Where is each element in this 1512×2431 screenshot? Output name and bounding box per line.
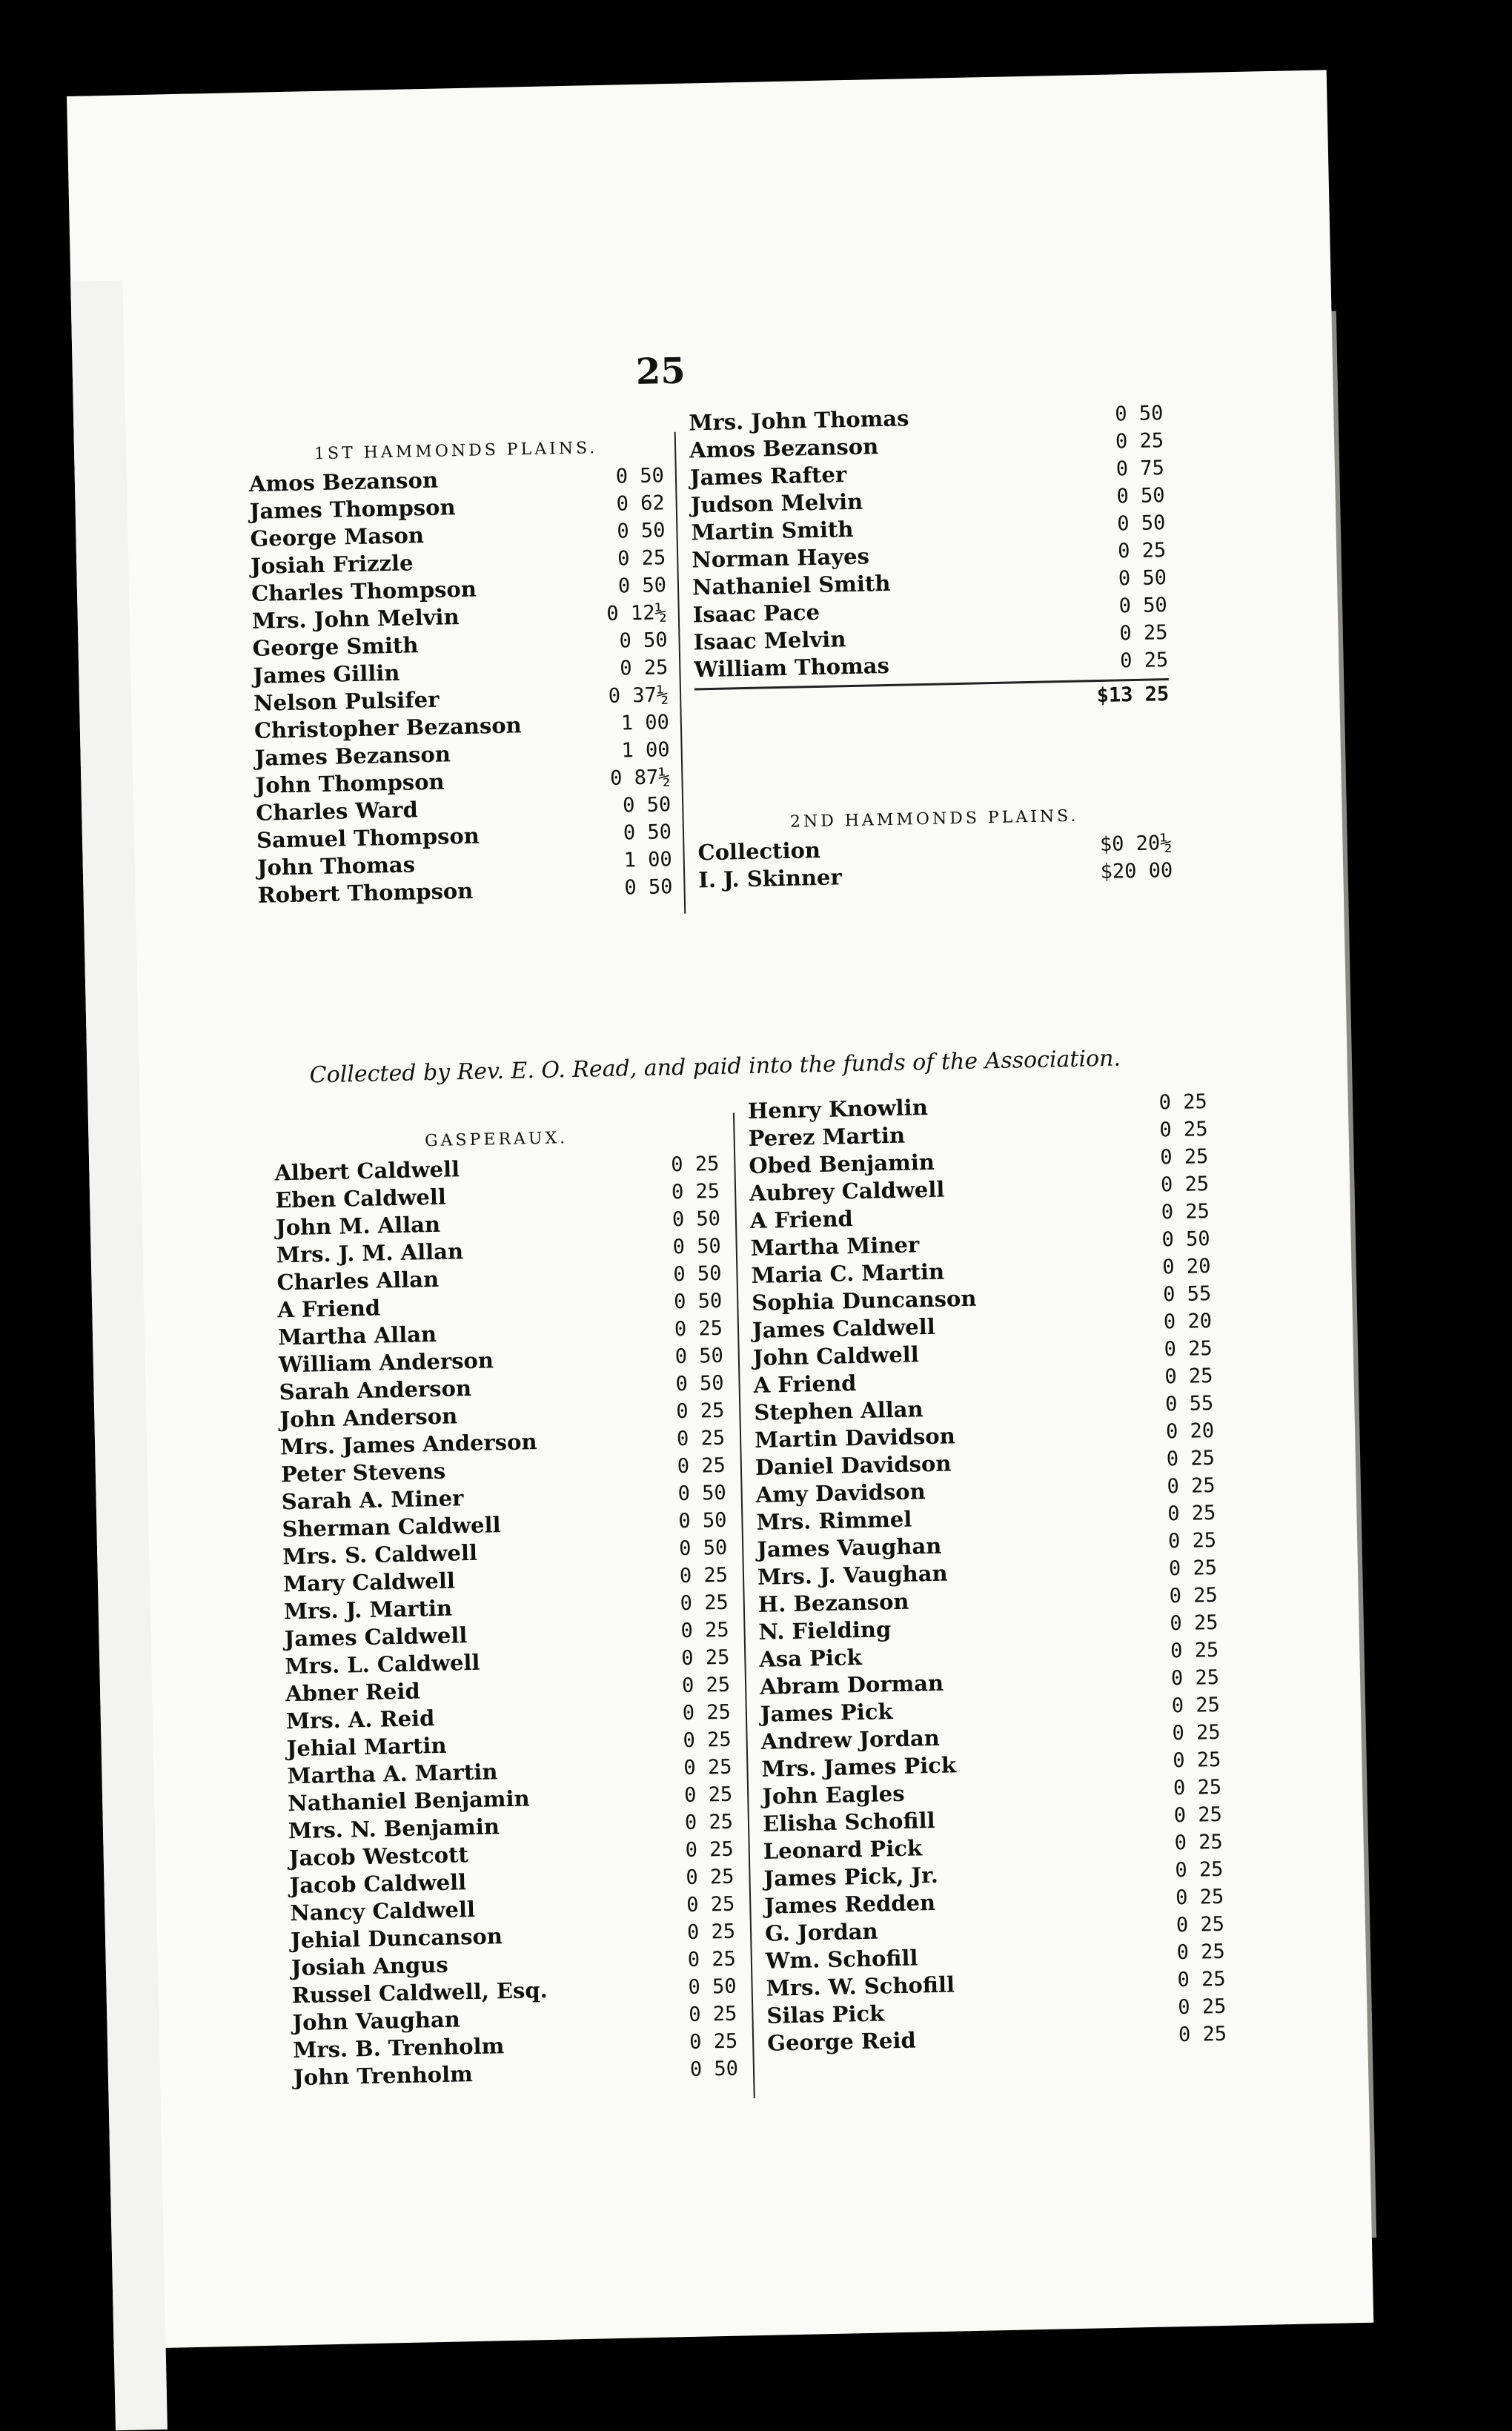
donation-amount: 0 25 — [680, 1618, 729, 1643]
donor-name: Sophia Duncanson — [751, 1285, 977, 1316]
donation-amount: 0 50 — [1118, 594, 1168, 618]
donation-amount: 0 25 — [676, 1426, 726, 1451]
donor-name: A Friend — [753, 1370, 857, 1398]
donation-amount: 0 25 — [684, 1810, 734, 1835]
donor-name: Nathaniel Smith — [692, 570, 891, 600]
donation-amount: 0 50 — [674, 1344, 724, 1369]
donor-name: Norman Hayes — [691, 543, 870, 573]
hammonds-plains-2-section — [697, 770, 1173, 894]
donation-amount: 0 25 — [671, 1152, 720, 1177]
donor-name: Martha Allan — [277, 1321, 437, 1350]
donation-amount: 0 25 — [683, 1755, 732, 1780]
donation-amount: 0 25 — [1119, 649, 1169, 673]
donation-amount: 0 25 — [683, 1728, 732, 1753]
donor-name: Jehial Martin — [286, 1732, 447, 1762]
donor-name: Stephen Allan — [754, 1396, 924, 1425]
donor-name: H. Bezanson — [757, 1588, 909, 1617]
donor-name: I. J. Skinner — [697, 864, 843, 893]
collected-by-heading: Collected by Rev. E. O. Read, and paid into the funds of the Association. — [309, 1045, 1121, 1089]
donor-name: Amy Davidson — [755, 1479, 926, 1508]
donor-name: James Redden — [763, 1889, 936, 1919]
donor-name: John M. Allan — [275, 1211, 441, 1241]
donation-amount: 0 25 — [1117, 539, 1167, 563]
hammonds-plains-1-left-column — [248, 432, 673, 909]
donation-amount: $0 20½ — [1099, 831, 1173, 857]
donation-amount: 0 25 — [1115, 429, 1164, 454]
donor-name: Asa Pick — [759, 1645, 862, 1672]
donation-amount: 0 55 — [1162, 1282, 1212, 1307]
donor-name: James Caldwell — [752, 1313, 936, 1343]
donation-amount: 0 25 — [1161, 1200, 1210, 1224]
donor-name: Abram Dorman — [759, 1670, 944, 1699]
donor-name: Mrs. A. Reid — [285, 1705, 435, 1734]
donor-name: Christopher Bezanson — [253, 712, 523, 743]
donor-name: Mrs. B. Trenholm — [292, 2033, 505, 2063]
donor-name: Martha A. Martin — [287, 1759, 498, 1789]
donation-amount: 0 20 — [1163, 1310, 1213, 1334]
donor-name: William Thomas — [694, 652, 890, 683]
donation-amount: 0 25 — [1168, 1556, 1218, 1581]
donation-amount: 0 50 — [678, 1508, 727, 1533]
donor-name: N. Fielding — [758, 1616, 892, 1645]
column-divider — [674, 432, 686, 914]
donor-name: Martin Davidson — [754, 1423, 956, 1453]
donation-amount: 1 00 — [620, 711, 670, 735]
donation-amount: 0 50 — [1117, 511, 1166, 536]
donor-name: Eben Caldwell — [274, 1184, 447, 1213]
donation-amount: 0 50 — [1161, 1227, 1210, 1252]
donation-amount: 0 50 — [673, 1289, 723, 1314]
donation-amount: 0 50 — [1116, 484, 1165, 508]
donor-name: Albert Caldwell — [274, 1156, 460, 1186]
donor-name: James Vaughan — [756, 1533, 942, 1562]
gasperaux-right-column — [747, 1088, 1227, 2057]
donation-amount: 0 50 — [619, 629, 668, 653]
donor-name: Sarah A. Miner — [281, 1485, 464, 1515]
donor-name: John Anderson — [279, 1403, 458, 1433]
donation-amount: 0 25 — [1166, 1446, 1216, 1471]
donor-name: Josiah Angus — [291, 1951, 448, 1981]
donation-amount: 0 25 — [1178, 2022, 1227, 2047]
donor-name: Isaac Pace — [692, 599, 820, 628]
donor-name: Peter Stevens — [280, 1458, 446, 1488]
total-row — [694, 678, 1170, 717]
donor-name: James Thompson — [249, 494, 456, 524]
donation-amount: 0 25 — [686, 1892, 735, 1917]
donation-amount: $20 00 — [1100, 858, 1173, 884]
donor-name: Maria C. Martin — [751, 1258, 945, 1289]
donation-amount: 0 25 — [1174, 1830, 1223, 1855]
donation-amount: 0 25 — [683, 1782, 733, 1808]
donation-amount: 0 25 — [680, 1591, 729, 1616]
donation-amount: 0 50 — [677, 1481, 726, 1506]
donor-name: Jacob Caldwell — [289, 1869, 467, 1899]
donation-amount: 1 00 — [623, 848, 673, 872]
donor-name: Mrs. J. Vaughan — [757, 1560, 948, 1590]
donor-name: Jacob Westcott — [288, 1842, 469, 1871]
hammonds-plains-1-right-column — [689, 399, 1170, 717]
donor-name: George Mason — [250, 523, 425, 551]
donation-amount: 0 25 — [1176, 1912, 1225, 1937]
donation-amount: 0 25 — [686, 1920, 736, 1945]
donation-amount: 0 25 — [686, 1865, 735, 1890]
donor-name: Mrs. J. M. Allan — [276, 1238, 464, 1268]
donation-amount: 0 37½ — [608, 683, 669, 708]
donor-name: John Eagles — [761, 1780, 905, 1809]
donation-amount: 0 25 — [1164, 1364, 1213, 1389]
donation-amount: 0 50 — [622, 793, 672, 817]
donor-name: James Bezanson — [254, 741, 451, 771]
donor-name: A Friend — [276, 1295, 381, 1323]
section-total: $13 25 — [1096, 683, 1170, 708]
section-heading-2nd-hammonds-plains: 2ND HAMMONDS PLAINS. — [789, 806, 1079, 832]
donor-name: Mary Caldwell — [282, 1568, 456, 1597]
donation-amount: 0 25 — [1167, 1501, 1216, 1526]
donation-amount: 0 25 — [617, 546, 666, 571]
donation-amount: 0 25 — [1172, 1720, 1221, 1745]
donation-amount: 0 25 — [619, 656, 669, 680]
donor-name: Wm. Schofill — [765, 1945, 918, 1974]
donor-name: Amos Bezanson — [248, 467, 439, 497]
donor-name: John Vaughan — [292, 2006, 461, 2036]
donation-amount: 0 25 — [1170, 1665, 1220, 1691]
donation-amount: 0 25 — [685, 1837, 735, 1863]
donor-name: Elisha Schofill — [762, 1807, 935, 1837]
gasperaux-left-column — [273, 1121, 738, 2092]
donation-amount: 0 25 — [1167, 1473, 1216, 1499]
donation-amount: 0 50 — [678, 1536, 728, 1561]
donor-name: Mrs. James Pick — [761, 1752, 957, 1782]
donor-name: Nelson Pulsifer — [253, 686, 440, 716]
donor-name: Silas Pick — [766, 2000, 885, 2029]
donor-name: Samuel Thompson — [256, 823, 480, 853]
donor-name: Charles Allan — [276, 1266, 440, 1296]
donor-name: George Reid — [766, 2027, 917, 2056]
donation-amount: 0 25 — [1177, 1967, 1226, 1992]
donation-amount: 0 25 — [1167, 1528, 1217, 1553]
donor-name: John Trenholm — [293, 2061, 474, 2091]
donation-amount: 0 25 — [1173, 1802, 1223, 1828]
donation-amount: 0 25 — [1173, 1748, 1221, 1773]
donation-amount: 0 25 — [1177, 1994, 1227, 2020]
donation-amount: 0 25 — [1175, 1857, 1224, 1883]
donor-name: Jehial Duncanson — [290, 1923, 503, 1954]
donation-amount: 0 55 — [1164, 1391, 1214, 1416]
donor-name: James Caldwell — [284, 1622, 468, 1652]
donation-amount: 0 50 — [1114, 402, 1164, 426]
donation-amount: 0 50 — [675, 1371, 724, 1396]
donor-name: Sherman Caldwell — [282, 1512, 501, 1542]
donor-name: William Anderson — [278, 1347, 494, 1378]
donor-name: Mrs. S. Caldwell — [282, 1539, 478, 1570]
donation-amount: 0 25 — [1164, 1337, 1213, 1362]
donor-name: Sarah Anderson — [279, 1375, 472, 1405]
donation-amount: 0 25 — [689, 2002, 737, 2026]
donor-name: Aubrey Caldwell — [749, 1176, 945, 1207]
donor-name: John Thompson — [255, 769, 445, 798]
donor-name: Russel Caldwell, Esq. — [291, 1977, 548, 2009]
donation-amount: 0 50 — [1118, 566, 1167, 591]
donor-name: James Rafter — [689, 462, 847, 491]
donation-amount: 0 50 — [624, 875, 673, 900]
donor-name: Mrs. L. Caldwell — [285, 1649, 480, 1679]
donor-name: John Thomas — [256, 852, 416, 880]
donation-amount: 0 25 — [675, 1399, 725, 1424]
donation-amount: 0 20 — [1162, 1255, 1211, 1279]
donation-amount: 0 75 — [1115, 457, 1165, 481]
donation-amount: 0 25 — [1173, 1775, 1222, 1800]
page-number: 25 — [635, 350, 686, 393]
donation-amount: 0 25 — [1175, 1885, 1224, 1910]
donation-amount: 0 25 — [1159, 1118, 1208, 1142]
donation-amount: 0 50 — [615, 464, 665, 488]
donation-amount: 0 25 — [1158, 1090, 1208, 1115]
donor-name: Amos Bezanson — [689, 434, 879, 463]
donor-name: Judson Melvin — [690, 488, 863, 518]
donor-name: G. Jordan — [764, 1918, 878, 1946]
donation-amount: 0 50 — [617, 519, 666, 543]
donor-name: Abner Reid — [285, 1678, 421, 1707]
donor-name: Mrs. W. Schofill — [766, 1971, 955, 2001]
donor-name: Mrs. John Thomas — [689, 405, 909, 436]
donor-name: Mrs. James Anderson — [279, 1429, 537, 1460]
donor-name: John Caldwell — [752, 1341, 920, 1370]
donor-name: Leonard Pick — [763, 1835, 923, 1864]
donor-name: Andrew Jordan — [760, 1725, 941, 1754]
donor-name: George Smith — [252, 632, 419, 661]
donor-name: Nathaniel Benjamin — [287, 1785, 530, 1817]
donation-amount: 0 25 — [687, 1947, 737, 1972]
donor-name: Henry Knowlin — [747, 1094, 929, 1124]
donor-name: James Pick, Jr. — [763, 1862, 939, 1891]
donation-amount: 0 25 — [1176, 1940, 1226, 1965]
donor-name: Charles Thompson — [251, 576, 477, 606]
donor-name: Josiah Frizzle — [250, 550, 414, 579]
donation-amount: 0 25 — [671, 1179, 720, 1204]
donation-amount: 0 50 — [688, 1974, 737, 1999]
donation-amount: 0 50 — [617, 574, 667, 598]
donor-name: Robert Thompson — [257, 878, 474, 908]
donor-name: Obed Benjamin — [749, 1149, 935, 1179]
donor-name: Mrs. Rimmel — [756, 1506, 912, 1535]
donation-amount: 0 50 — [672, 1234, 722, 1259]
donation-amount: 0 25 — [1171, 1693, 1221, 1718]
donor-name: Collection — [697, 837, 821, 866]
donation-amount: 0 25 — [1119, 621, 1168, 646]
donor-name: Perez Martin — [748, 1122, 906, 1152]
donation-amount: 0 25 — [679, 1563, 729, 1588]
document-page — [67, 70, 1373, 2349]
donor-name: Mrs. N. Benjamin — [288, 1814, 500, 1844]
donation-amount: 0 62 — [616, 491, 665, 516]
donation-amount: 0 25 — [1169, 1583, 1218, 1608]
donor-name: Charles Ward — [255, 797, 419, 826]
donation-amount: 0 25 — [1170, 1638, 1219, 1663]
donor-name: A Friend — [749, 1206, 854, 1234]
donation-amount: 0 87½ — [609, 766, 671, 790]
donor-name: James Pick — [760, 1699, 893, 1727]
donation-amount: 0 25 — [674, 1316, 723, 1341]
donor-name: Isaac Melvin — [693, 626, 846, 655]
donor-name: James Gillin — [253, 660, 400, 689]
donor-name: Martin Smith — [691, 516, 854, 545]
binding-edge — [70, 280, 168, 2430]
donation-amount: 0 25 — [1159, 1145, 1209, 1170]
donation-amount: 0 25 — [681, 1673, 731, 1698]
donor-name: Daniel Davidson — [755, 1450, 952, 1480]
donation-amount: 0 25 — [689, 2029, 738, 2054]
donor-name: Mrs. John Melvin — [251, 604, 460, 634]
donation-amount: 0 25 — [682, 1700, 732, 1725]
section-heading-1st-hammonds-plains: 1ST HAMMONDS PLAINS. — [314, 439, 598, 464]
donation-amount: 1 00 — [621, 738, 670, 763]
donation-amount: 0 25 — [677, 1453, 726, 1479]
donor-name: Mrs. J. Martin — [283, 1595, 453, 1625]
donor-name: Nancy Caldwell — [290, 1897, 476, 1926]
donation-amount: 0 50 — [673, 1261, 722, 1287]
donation-amount: 0 50 — [672, 1207, 721, 1232]
donation-amount: 0 25 — [1170, 1611, 1218, 1636]
donation-amount: 0 20 — [1165, 1419, 1215, 1444]
donation-amount: 0 25 — [680, 1645, 730, 1671]
donation-amount: 0 50 — [689, 2057, 739, 2081]
donation-amount: 0 25 — [1160, 1173, 1210, 1197]
donor-name: Martha Miner — [750, 1232, 920, 1261]
section-heading-gasperaux: GASPERAUX. — [424, 1129, 568, 1151]
donation-amount: 0 12½ — [606, 601, 668, 626]
donation-amount: 0 50 — [623, 820, 672, 845]
